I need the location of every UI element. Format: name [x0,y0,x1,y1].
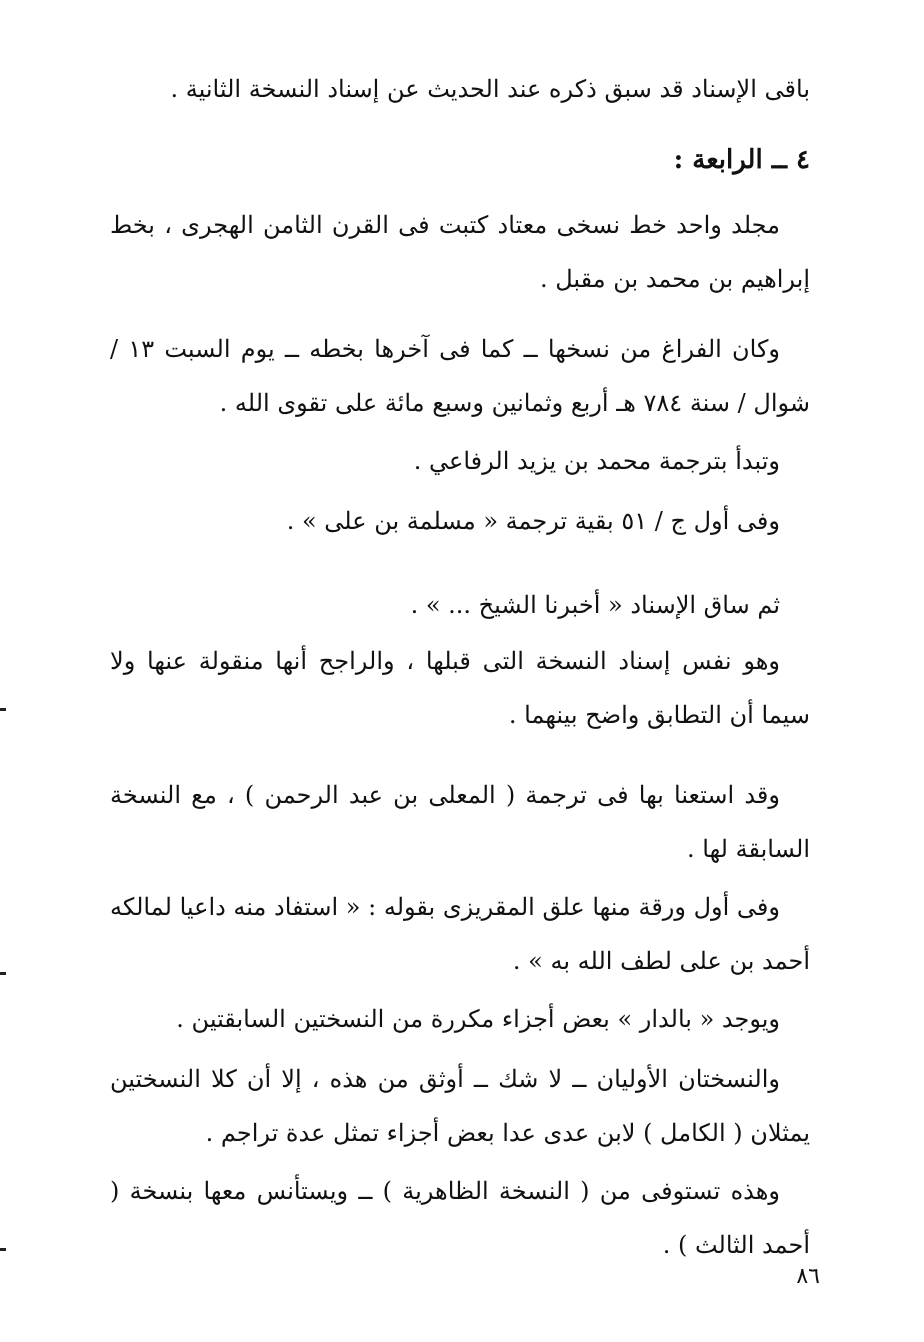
paragraph: وتبدأ بترجمة محمد بن يزيد الرفاعي . [413,447,780,475]
paragraph: وفى أول ج / ٥١ بقية ترجمة « مسلمة بن على » . [286,507,780,535]
paragraph: وهو نفس إسناد النسخة التى قبلها ، والراجح أنها منقولة عنها ولا سيما أن التطابق واضح بينهما . [110,647,810,729]
paragraph: ويوجد « بالدار » بعض أجزاء مكررة من النسختين السابقتين . [176,1005,780,1033]
paragraph: والنسختان الأوليان ــ لا شك ــ أوثق من هذه ، إلا أن كلا النسختين يمثلان ( الكامل ) لابن عدى عدا بعض أجزاء تمثل عدة تراجم . [110,1065,810,1147]
section-heading: ٤ ــ الرابعة : [673,145,810,175]
scan-margin-mark [0,1248,6,1251]
scan-margin-mark [0,972,6,975]
paragraph: وهذه تستوفى من ( النسخة الظاهرية ) ــ ويستأنس معها بنسخة ( أحمد الثالث ) . [110,1177,810,1259]
page-number: ٨٦ [796,1264,820,1289]
scan-margin-mark [0,708,6,711]
paragraph: وقد استعنا بها فى ترجمة ( المعلى بن عبد الرحمن ) ، مع النسخة السابقة لها . [110,781,810,863]
paragraph: مجلد واحد خط نسخى معتاد كتبت فى القرن الثامن الهجرى ، بخط إبراهيم بن محمد بن مقبل . [110,211,810,293]
paragraph: وكان الفراغ من نسخها ــ كما فى آخرها بخطه ــ يوم السبت ١٣ / شوال / سنة ٧٨٤ هـ أربع وثمانين وسبع مائة على تقوى الله . [110,335,810,417]
paragraph: وفى أول ورقة منها علق المقريزى بقوله : « استفاد منه داعيا لمالكه أحمد بن على لطف الله به » . [110,893,810,975]
paragraph-continuation: باقى الإسناد قد سبق ذكره عند الحديث عن إسناد النسخة الثانية . [170,75,810,103]
paragraph: ثم ساق الإسناد « أخبرنا الشيخ ... » . [410,591,780,619]
